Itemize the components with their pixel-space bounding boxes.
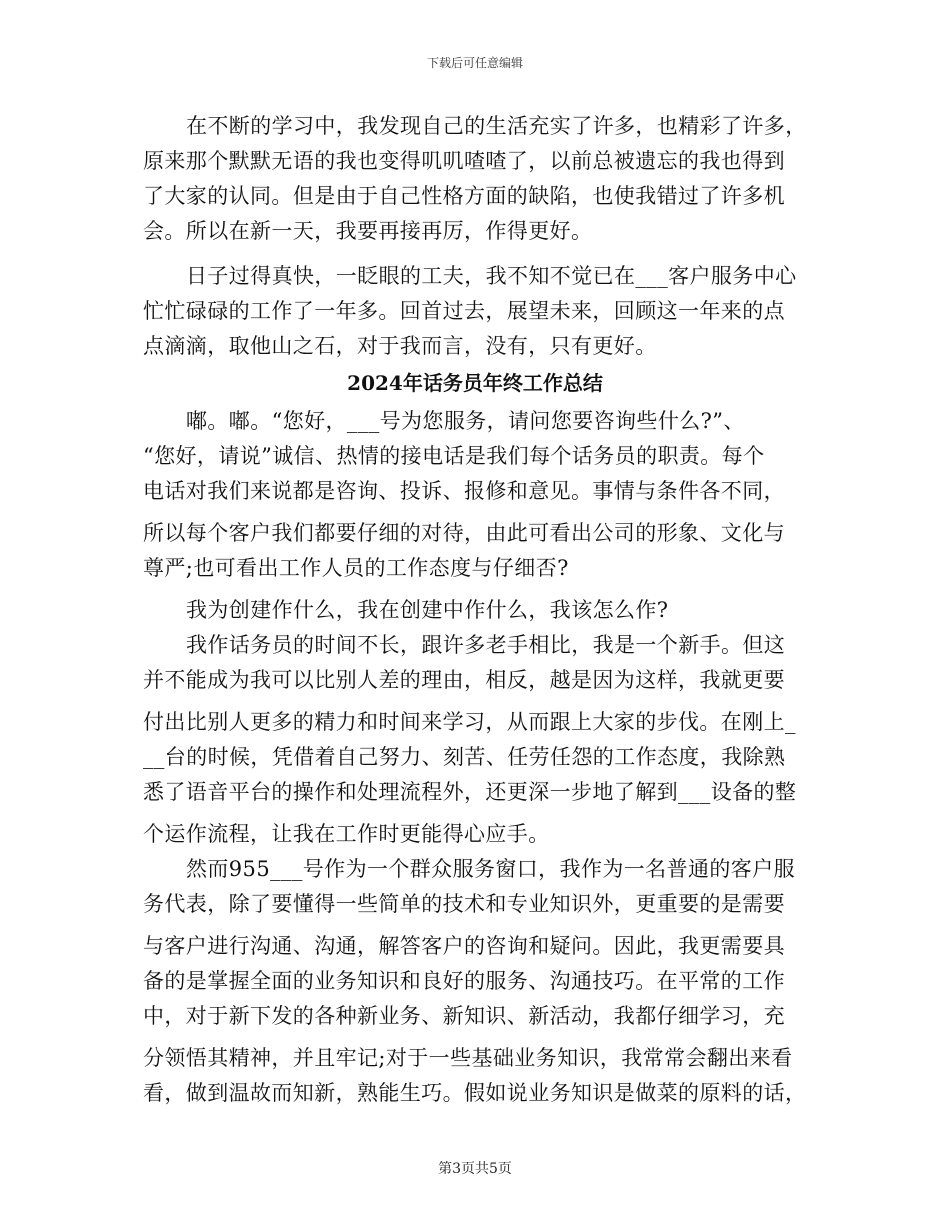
body-line: 嘟。嘟。“您好，___号为您服务，请问您要咨询些什么?”、	[186, 409, 745, 433]
body-line: 付出比别人更多的精力和时间来学习，从而跟上大家的步伐。在刚上_	[143, 710, 796, 734]
body-line: 并不能成为我可以比别人差的理由，相反，越是因为这样，我就更要	[143, 668, 785, 692]
body-line: 然而955___号作为一个群众服务窗口，我作为一名普通的客户服	[186, 857, 795, 881]
body-line: 看，做到温故而知新，熟能生巧。假如说业务知识是做菜的原料的话，	[143, 1081, 807, 1105]
body-line: 悉了语音平台的操作和处理流程外，还更深一步地了解到___设备的整	[143, 780, 797, 804]
body-line: 点滴滴，取他山之石，对于我而言，没有，只有更好。	[143, 334, 657, 358]
body-line: 我为创建作什么，我在创建中作什么，我该怎么作?	[186, 598, 669, 622]
body-line: 原来那个默默无语的我也变得叽叽喳喳了，以前总被遗忘的我也得到	[143, 149, 785, 173]
body-line: 忙忙碌碌的工作了一年多。回首过去，展望未来，回顾这一年来的点	[143, 299, 785, 323]
body-line: 了大家的认同。但是由于自己性格方面的缺陷，也使我错过了许多机	[143, 184, 785, 208]
body-line: “您好，请说”诚信、热情的接电话是我们每个话务员的职责。每个	[143, 444, 765, 468]
body-line: 备的是掌握全面的业务知识和良好的服务、沟通技巧。在平常的工作	[143, 969, 785, 993]
body-line: 所以每个客户我们都要仔细的对待，由此可看出公司的形象、文化与	[143, 521, 785, 545]
body-line: 务代表，除了要懂得一些简单的技术和专业知识外，更重要的是需要	[143, 892, 785, 916]
page-number-footer: 第3页共5页	[438, 1161, 512, 1177]
body-line: 与客户进行沟通、沟通，解答客户的咨询和疑问。因此，我更需要具	[143, 934, 785, 958]
body-line: 中，对于新下发的各种新业务、新知识、新活动，我都仔细学习，充	[143, 1004, 785, 1028]
body-line: __台的时候，凭借着自己努力、刻苦、任劳任怨的工作态度，我除熟	[143, 745, 786, 769]
body-line: 电话对我们来说都是咨询、投诉、报修和意见。事情与条件各不同，	[143, 479, 785, 503]
document-title: 2024年话务员年终工作总结	[347, 371, 603, 395]
body-line: 分领悟其精神，并且牢记;对于一些基础业务知识，我常常会翻出来看	[143, 1046, 793, 1070]
page-header: 下载后可任意编辑	[426, 56, 523, 70]
body-line: 我作话务员的时间不长，跟许多老手相比，我是一个新手。但这	[186, 633, 786, 657]
body-line: 会。所以在新一天，我要再接再厉，作得更好。	[143, 219, 593, 243]
body-line: 尊严;也可看出工作人员的工作态度与仔细否?	[143, 556, 569, 580]
body-line: 个运作流程，让我在工作时更能得心应手。	[143, 822, 550, 846]
body-line: 日子过得真快，一眨眼的工夫，我不知不觉已在___客户服务中心	[186, 264, 797, 288]
body-line: 在不断的学习中，我发现自己的生活充实了许多，也精彩了许多，	[186, 114, 807, 138]
